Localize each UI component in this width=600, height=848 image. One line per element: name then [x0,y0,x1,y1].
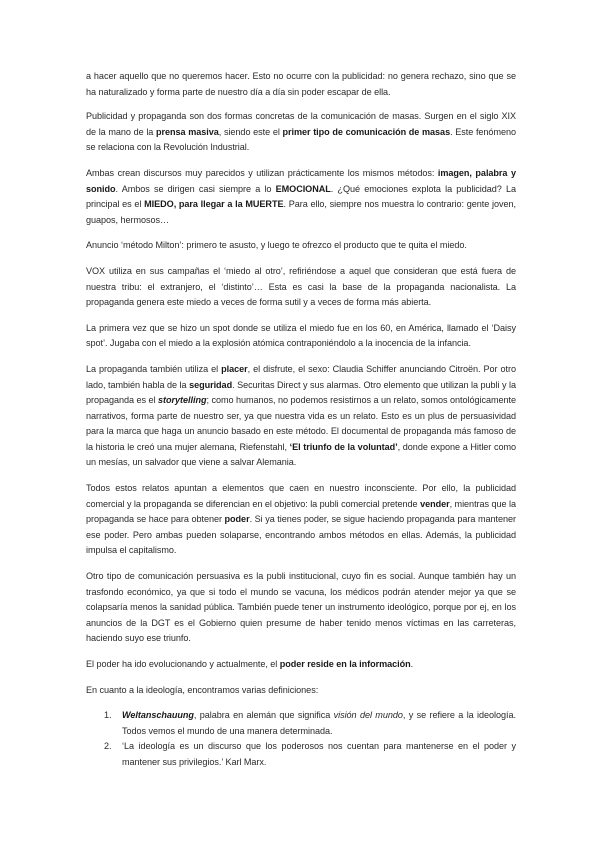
bold-term: placer [221,363,248,374]
bold-italic-term: storytelling [158,395,207,406]
paragraph-unconscious [86,481,516,559]
text: , siendo este el [218,126,283,137]
text: . ¿Qué emociones explota la publicidad? La principal es el [86,183,516,210]
text: Publicidad y propaganda son dos formas concretas de la comunicación de masas. Surgen en el siglo XIX de la mano de la [86,111,516,137]
bold-italic-term: Weltanschauung [122,710,194,721]
paragraph-institutional [86,569,516,647]
list-number: 2. [104,741,112,752]
text: Otro tipo de comunicación persuasiva es la publi institucional, cuyo fin es social. Aunque también hay un trasfondo económico, ya que si todo el mundo se vacuna, los médicos podrán atender mejor ya que se colapsaría menos la sanidad pública. También puede tener un instrumento ideológico, porque por ej, en los anuncios de la DGT es el Gobierno quien presume de haber tenido menos víctimas en las carreteras, haciendo suyo ese triunfo. [86,571,516,644]
text: . Si ya tienes poder, se sigue haciendo propaganda para mantener ese poder. Pero ambas pueden solaparse, encontrando ambos métodos en ellas. Además, la publicidad impulsa el capitalismo. [86,514,516,556]
paragraph-continuation [86,69,516,100]
bold-term: poder reside en la información [279,659,411,669]
paragraph-milton-method [86,238,516,254]
list-item [86,708,516,739]
text: . [410,659,414,669]
text: , el disfrute, el sexo: Claudia Schiffer anunciando Citroën. Por otro lado, también habla de la [86,363,516,390]
bold-term: vender [420,498,450,509]
italic-term: visión del mundo [333,710,403,721]
text: . Ambos se dirigen casi siempre a lo [115,183,276,194]
text: Ambas crean discursos muy parecidos y utilizan prácticamente los mismos métodos: [86,167,438,178]
bold-term: EMOCIONAL [275,183,331,194]
list-number: 1. [104,710,112,721]
paragraph-power-information [86,657,516,673]
ideology-definitions-list [86,708,516,770]
text: , palabra en alemán que significa [193,710,334,721]
paragraph-mass-communication [86,109,516,156]
list-item [86,739,516,770]
paragraph-methods [86,166,516,228]
text: Todos estos relatos apuntan a elementos que caen en nuestro inconsciente. Por ello, la publicidad comercial y la propaganda se diferencian en el objetivo: la publi comercial pretende [86,483,516,509]
text: . Para ello, siempre nos muestra lo contrario: gente joven, guapos, hermosos… [86,199,516,225]
paragraph-ideology-intro [86,683,516,699]
document-body [86,69,516,771]
text: En cuanto a la ideología, encontramos varias definiciones: [86,684,319,695]
text: , y se refiere a la ideología. Todos vemos el mundo de una manera determinada. [122,710,516,736]
paragraph-vox [86,264,516,311]
bold-term: ‘El triunfo de la voluntad’ [289,441,398,452]
text: ‘La ideología es un discurso que los poderosos nos cuentan para mantenerse en el poder y mantener sus privilegios.’ Karl Marx. [122,741,516,767]
bold-term: MIEDO, para llegar a la MUERTE [144,199,284,210]
bold-term: seguridad [189,379,233,390]
bold-term: poder [224,514,250,525]
text: VOX utiliza en sus campañas el ‘miedo al otro’, refiriéndose a aquel que consideran que está fuera de nuestra tribu: el extranjero, el ‘distinto’… Esta es casi la base de la propaganda nacionalista. La propaganda genera este miedo a veces de forma sutil y a veces de forma más abierta. [86,265,516,308]
text: , donde expone a Hitler como un mesías, un salvador que viene a salvar Alemania. [86,441,516,468]
text: , mientras que la propaganda se hace para obtener [86,498,516,525]
text: El poder ha ido evolucionando y actualmente, el [86,659,280,669]
bold-term: prensa masiva [156,126,219,137]
text: . Este fenómeno se relaciona con la Revolución Industrial. [86,126,516,153]
text: Anuncio ‘método Milton’: primero te asusto, y luego te ofrezco el producto que te quita el miedo. [86,240,467,251]
text: a hacer aquello que no queremos hacer. Esto no ocurre con la publicidad: no genera rechazo, sino que se ha naturalizado y forma parte de nuestro día a día sin poder escapar de ella. [86,71,516,97]
text: ; como humanos, no podemos resistirnos a un relato, somos ontológicamente narrativos, forma parte de nuestro ser, ya que nuestra vida es un relato. Esto es un plus de persuasividad para la marca que haga un anuncio basado en este método. El documental de propaganda más famoso de la historia le creó una mujer alemana, Riefenstahl, [86,395,516,452]
text: . Securitas Direct y sus alarmas. Otro elemento que utilizan la publi y la propaganda es el [86,379,516,406]
text: La primera vez que se hizo un spot donde se utiliza el miedo fue en los 60, en América, llamado el ‘Daisy spot’. Jugaba con el miedo a la explosión atómica contraponiéndolo a la inocencia de la infancia. [86,322,516,349]
text: La propaganda también utiliza el [86,363,222,374]
paragraph-daisy-spot [86,321,516,352]
paragraph-pleasure-storytelling [86,362,516,471]
bold-term: primer tipo de comunicación de masas [282,126,451,137]
bold-term: imagen, palabra y sonido [86,167,516,194]
